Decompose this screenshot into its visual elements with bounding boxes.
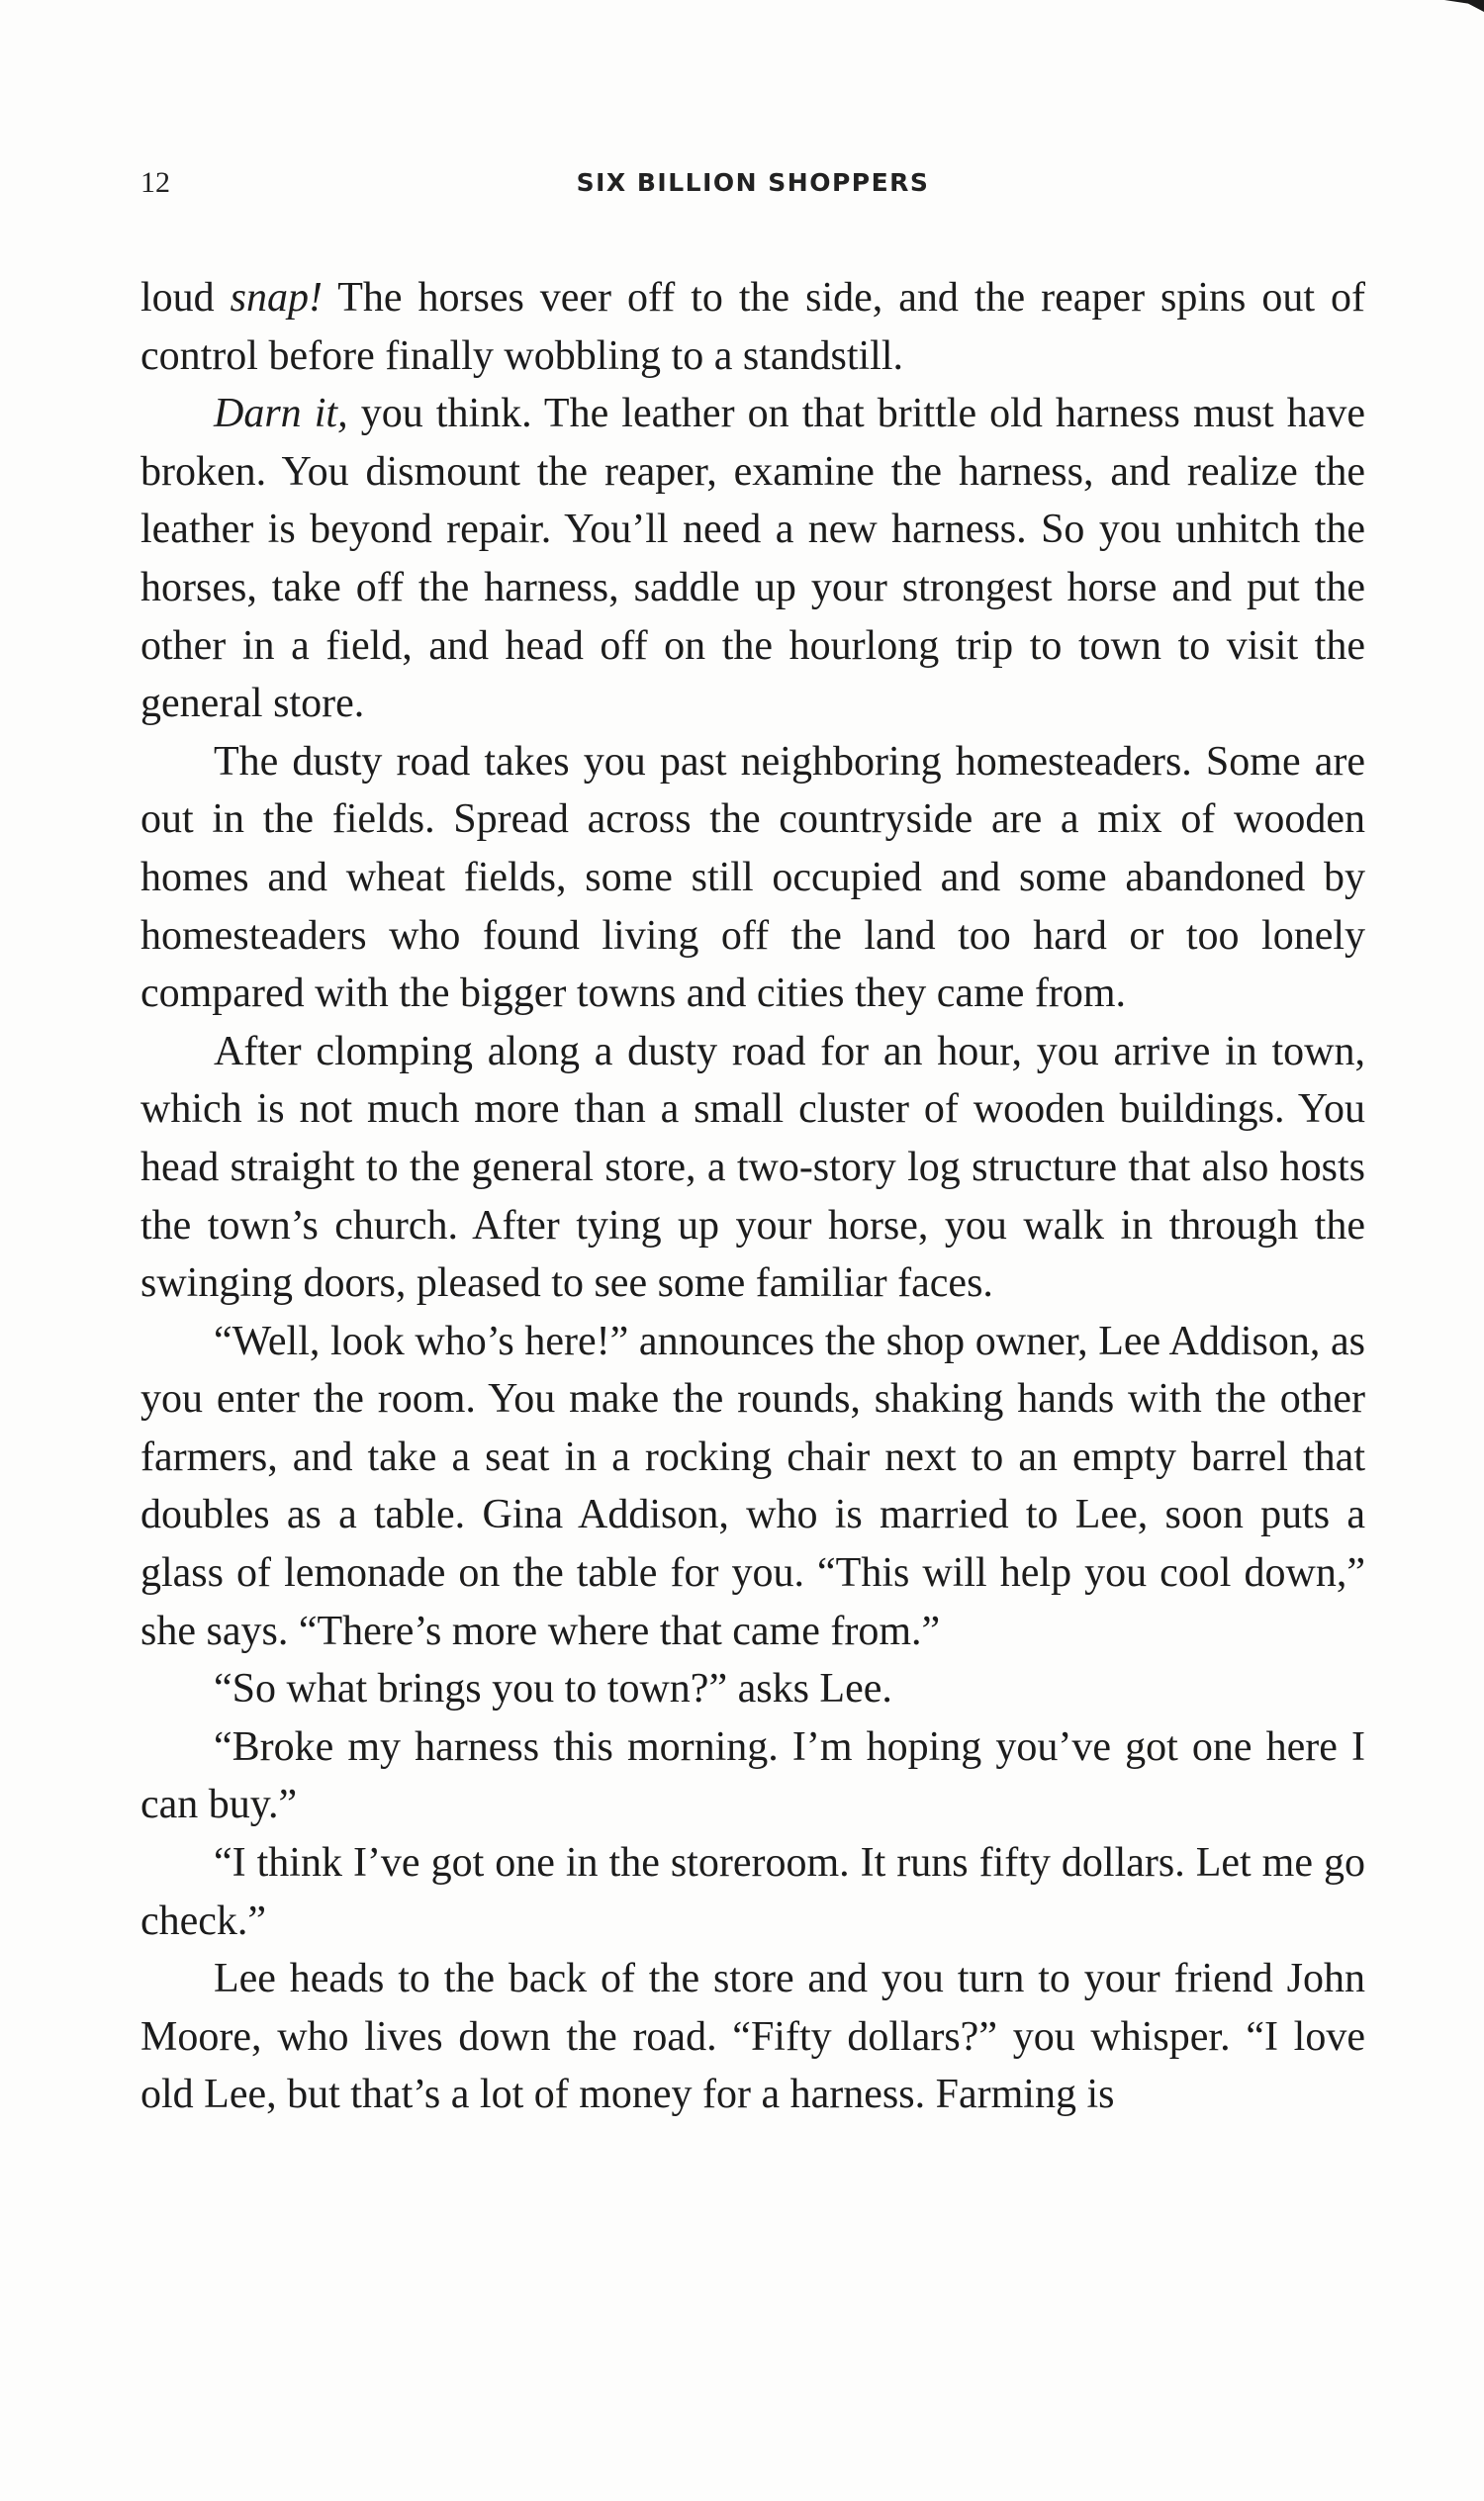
body-text	[140, 269, 1365, 2124]
text-run: The horses veer off to the side, and the reaper spins out of control before finally wobbling to a standstill.	[140, 275, 1366, 379]
text-run: “I think I’ve got one in the storeroom. It runs fifty dollars. Let me go check.”	[140, 1840, 1365, 1944]
text-run: After clomping along a dusty road for an hour, you arrive in town, which is not much more than a small cluster of wooden buildings. You head straight to the general store, a two-story log structure that also hosts the town’s church. After tying up your horse, you walk in through the swinging doors, pleased to see some familiar faces.	[140, 1028, 1365, 1307]
text-run: loud	[140, 275, 231, 321]
paragraph	[140, 1023, 1365, 1313]
paragraph	[140, 733, 1365, 1023]
paragraph	[140, 1718, 1365, 1834]
text-run: The dusty road takes you past neighboring homesteaders. Some are out in the fields. Spread across the countryside are a mix of wooden homes and wheat fields, some still occupied and some abandoned by homesteaders who found living off the land too hard or too lonely compared with the bigger towns and cities they came from.	[140, 738, 1365, 1017]
text-run: “Well, look who’s here!” announces the shop owner, Lee Addison, as you enter the room. You make the rounds, shaking hands with the other farmers, and take a seat in a rocking chair next to an empty barrel that doubles as a table. Gina Addison, who is married to Lee, soon puts a glass of lemonade on the table for you. “This will help you cool down,” she says. “There’s more where that came from.”	[140, 1318, 1365, 1654]
text-run: “So what brings you to town?” asks Lee.	[214, 1666, 892, 1713]
running-head: SIX BILLION SHOPPERS	[576, 168, 930, 197]
page-header	[140, 166, 1365, 206]
text-run: you think. The leather on that brittle old harness must have broken. You dismount the reaper, examine the harness, and realize the leather is beyond repair. You’ll need a new harness. So you unhitch the horses, take off the harness, saddle up your strongest horse and put the other in a field, and head off on the hourlong trip to town to visit the general store.	[140, 391, 1365, 727]
paragraph	[140, 1660, 1365, 1718]
scan-edge-mark	[1444, 0, 1484, 12]
italic-text: Darn it,	[214, 391, 348, 437]
paragraph	[140, 1950, 1365, 2124]
italic-text: snap!	[230, 275, 323, 321]
paragraph	[140, 1834, 1365, 1950]
paragraph	[140, 269, 1365, 385]
text-run: “Broke my harness this morning. I’m hoping you’ve got one here I can buy.”	[140, 1723, 1365, 1828]
paragraph	[140, 385, 1365, 733]
page-number: 12	[140, 166, 170, 199]
paragraph	[140, 1313, 1365, 1661]
text-run: Lee heads to the back of the store and you turn to your friend John Moore, who lives down the road. “Fifty dollars?” you whisper. “I love old Lee, but that’s a lot of money for a harness. Farming is	[140, 1956, 1365, 2118]
